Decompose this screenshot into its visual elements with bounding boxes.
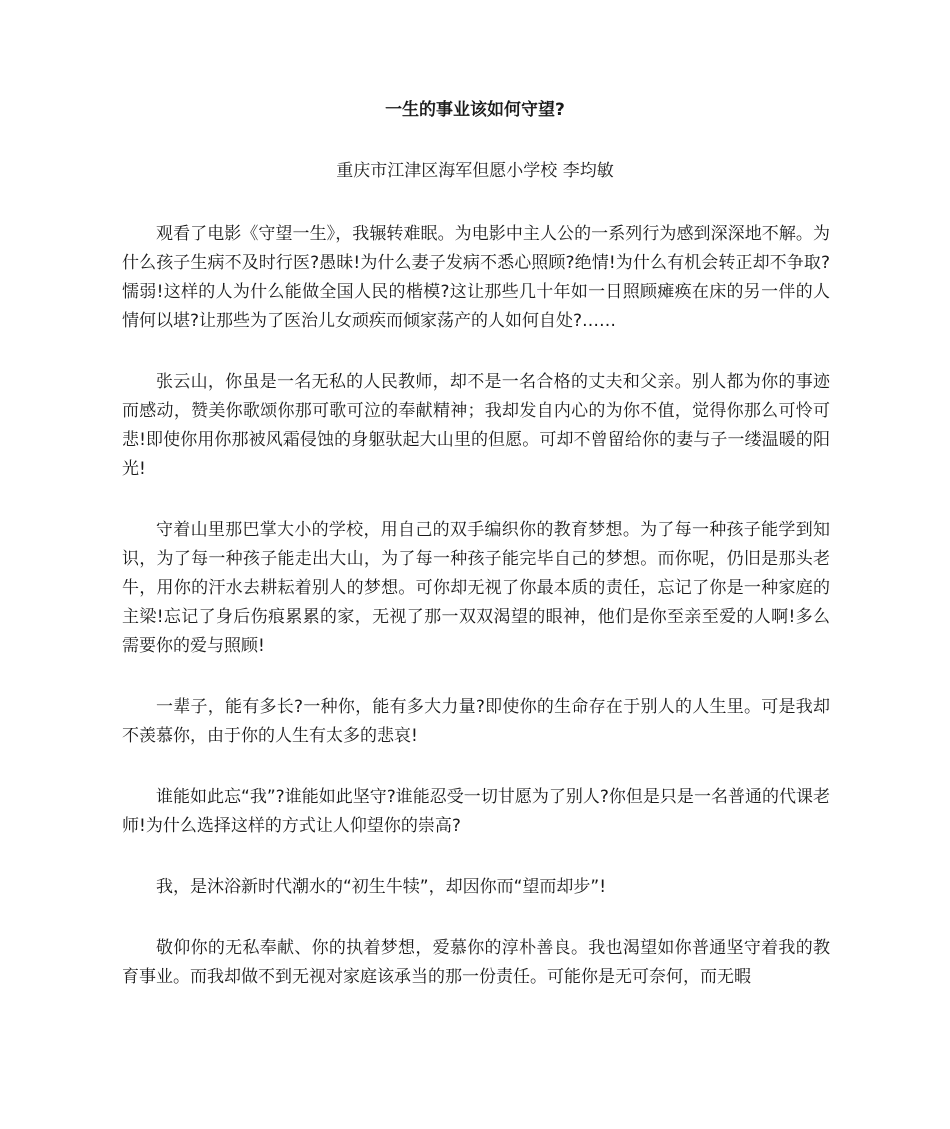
paragraph-5: 谁能如此忘“我”?谁能如此坚守?谁能忍受一切甘愿为了别人?你但是只是一名普通的代课老师!为什么选择这样的方式让人仰望你的崇高? bbox=[122, 787, 830, 836]
paragraph-1: 观看了电影《守望一生》，我辗转难眠。为电影中主人公的一系列行为感到深深地不解。为什么孩子生病不及时行医?愚昧!为什么妻子发病不悉心照顾?绝情!为什么有机会转正却不争取?懦弱!这样的人为什么能做全国人民的楷模?这让那些几十年如一日照顾瘫痪在床的另一伴的人情何以堪?让那些为了医治儿女顽疾而倾家荡产的人如何自处?…… bbox=[122, 224, 830, 331]
document-title: 一生的事业该如何守望? bbox=[385, 100, 565, 120]
paragraph-2: 张云山，你虽是一名无私的人民教师，却不是一名合格的丈夫和父亲。别人都为你的事迹而感动，赞美你歌颂你那可歌可泣的奉献精神；我却发自内心的为你不值，觉得你那么可怜可悲!即使你用你那被风霜侵蚀的身躯驮起大山里的但愿。可却不曾留给你的妻与子一缕温暖的阳光! bbox=[122, 372, 830, 479]
author-line: 重庆市江津区海军但愿小学校 李均敏 bbox=[336, 161, 614, 181]
paragraph-4: 一辈子，能有多长?一种你，能有多大力量?即使你的生命存在于别人的人生里。可是我却不羡慕你，由于你的人生有太多的悲哀! bbox=[122, 697, 830, 746]
paragraph-7: 敬仰你的无私奉献、你的执着梦想，爱慕你的淳朴善良。我也渴望如你普通坚守着我的教育事业。而我却做不到无视对家庭该承当的那一份责任。可能你是无可奈何，而无暇 bbox=[122, 938, 830, 987]
paragraph-3: 守着山里那巴掌大小的学校，用自己的双手编织你的教育梦想。为了每一种孩子能学到知识，为了每一种孩子能走出大山，为了每一种孩子能完毕自己的梦想。而你呢，仍旧是那头老牛，用你的汗水去耕耘着别人的梦想。可你却无视了你最本质的责任，忘记了你是一种家庭的主梁!忘记了身后伤痕累累的家，无视了那一双双渴望的眼神，他们是你至亲至爱的人啊!多么需要你的爱与照顾! bbox=[122, 520, 830, 656]
paragraph-6: 我，是沐浴新时代潮水的“初生牛犊”，却因你而“望而却步”! bbox=[156, 877, 607, 897]
document-body bbox=[122, 220, 830, 1024]
